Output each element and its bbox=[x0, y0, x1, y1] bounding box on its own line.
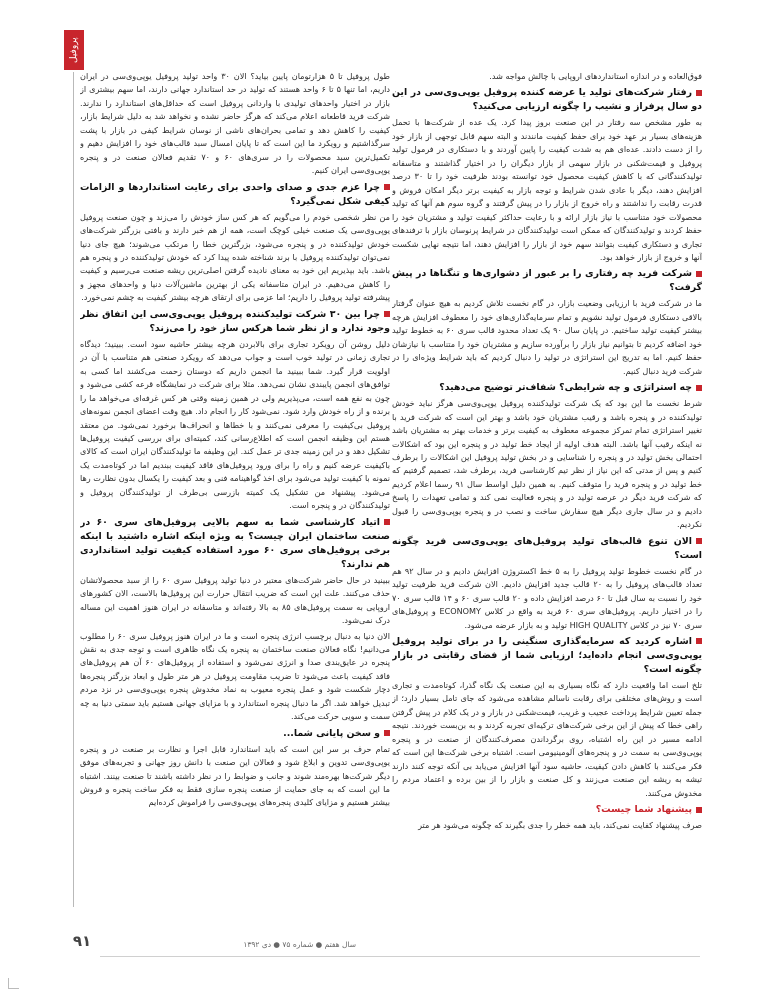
crop-mark bbox=[8, 978, 19, 989]
footer-issue-info: سال هفتم ● شماره ۷۵ ● دی ۱۳۹۲ bbox=[243, 940, 356, 949]
question-heading: اشاره کردید که سرمایه‌گذاری سنگینی را در برای تولید پروفیل یوپی‌وی‌سی انجام داده‌اید؛ ارزیابی شما از فضای رقابتی در بازار چگونه است؟ bbox=[392, 635, 702, 675]
question-heading: چرا عزم جدی و صدای واحدی برای رعایت استانداردها و الزامات کیفی شکل نمی‌گیرد؟ bbox=[80, 181, 390, 207]
answer-paragraph: تمام حرف بر سر این است که باید استاندارد قابل اجرا و نظارت بر صنعت در و پنجره یوپی‌وی‌سی تدوین و ابلاغ شود و فعالان این صنعت با دانش روز جهانی و تجربه‌های موفق دیگر شرکت‌ها بهره‌مند شوند و جانب و ضوابط را در نظر داشته باشند تا صنعت بینند. اشتباه ما این است که به جای حمایت از صنعت پنجره سازی فقط به فکر ساخت پنجره و فروش بیشتر هستیم و مزایای کلیدی پنجره‌های یوپی‌وی‌سی را فراموش کرده‌ایم bbox=[80, 743, 390, 808]
answer-paragraph: ببینید در حال حاضر شرکت‌های معتبر در دنیا تولید پروفیل سری ۶۰ را از سبد محصولاتشان حذف می‌کنند. علت این است که ضریب انتقال حرارت این پروفیل‌ها بالاست، الان کشورهای اروپایی به سمت پروفیل‌های ۸۵ به بالا رفته‌اند و متاسفانه در ایران هنوز اهمیت این مساله درک نمی‌شود. bbox=[80, 574, 390, 626]
section-tab-label: پروفیل bbox=[69, 37, 79, 63]
side-rule bbox=[73, 72, 74, 907]
left-column bbox=[80, 70, 390, 950]
question-heading: اتیاد کارشناسی شما به سهم بالایی پروفیل‌های سری ۶۰ در صنعت ساختمان ایران چیست؟ به ویژه اینکه اشاره داشتید با اینکه برخی پروفیل‌های سری ۶۰ مورد استفاده کیفیت تولید استانداردی هم ندارند؟ bbox=[80, 516, 390, 570]
right-column bbox=[392, 70, 702, 950]
answer-paragraph: شرط نخست ما این بود که یک شرکت تولیدکننده پروفیل یوپی‌وی‌سی هرگز نباید خودش تولیدکننده در و پنجره باشد و رقیب مشتریان خود باشد و بهتر این است که شرکت فرید با تغییر استراتژی تمام تمرکز مجموعه معطوف به کیفیت برتر و خدمات بهتر به مشتریان باشد نه اینکه رقیب آنها باشد. البته هدف اولیه از ایجاد خط تولید در و پنجره این بود که اشکالات احتمالی بخش تولید در و پنجره را شناسایی و در بخش تولید پروفیل این اشکالات را برطرف کنیم و پس از مدتی که این نیاز از نظر تیم کارشناسی فرید، برطرف شد، تصمیم گرفتیم که خط تولید در و پنجره فرید را متوقف کنیم. به همین دلیل اواسط سال ۹۱ رسما اعلام کردیم که شرکت فرید دیگر در عرصه تولید در و پنجره فعالیت نمی کند و تمامی تعهدات را پاسخ دادیم و در سال جاری دیگر هیچ سفارش ساخت و نصب در و پنجره یوپی‌وی‌سی را قبول نکردیم. bbox=[392, 398, 702, 530]
question-heading: الان تنوع قالب‌های تولید پروفیل‌های یوپی‌وی‌سی فرید چگونه است؟ bbox=[392, 535, 702, 561]
question-heading: و سخن پایانی شما... bbox=[80, 727, 390, 741]
answer-paragraph: تلخ است اما واقعیت دارد که نگاه بسیاری به این صنعت یک نگاه گذرا، کوتاه‌مدت و تجاری است و روش‌های مختلفی برای رقابت ناسالم مشاهده می‌شود که جای تامل بسیار دارد؛ از جمله تعیین شرایط پرداخت عجیب و غریب، قیمت‌شکنی در بازار و در یک کلام در پیش گرفتن راهی خطا که پیش از این برخی شرکت‌های ترکیه‌ای تجربه کردند و به بن‌بست خوردند. نتیجه ادامه مسیر در این راه اشتباه، روی برگرداندن مصرف‌کنندگان از صنعت در و پنجره یوپی‌وی‌سی به سمت در و پنجره‌های آلومینیومی است. اشتباه برخی شرکت‌ها این است که فکر می‌کنند با کاهش دادن کیفیت، حاشیه سود آنها افزایش می‌یابد بی آنکه توجه کنند دارند تیشه به ریشه این صنعت می‌زنند و کل صنعت و بازار را از بین برده و اعتماد مردم را مخدوش می‌کنند. bbox=[392, 679, 702, 798]
question-heading: شرکت فرید چه رفتاری را بر عبور از دشواری‌ها و تنگناها در پیش گرفت؟ bbox=[392, 268, 702, 294]
footer-rule bbox=[100, 956, 700, 957]
answer-paragraph: صرف پیشنهاد کفایت نمی‌کند، باید همه خطر را جدی بگیرند که چگونه می‌شود هر متر bbox=[418, 820, 702, 831]
answer-paragraph: دلیل روشن آن رویکرد تجاری برای بالابردن هرچه بیشتر حاشیه سود است. ببینید؛ دیدگاه تجاری زمانی در تولید خوب است و جواب می‌دهد که رویکرد صنعتی هم متناسب با آن در اولویت قرار گیرد. شما ببینید ما انجمن داریم که دوستان زحمت می‌کشند اما کسی به توافق‌های انجمن پایبندی نشان نمی‌دهد. مثلا برای شرکت در نمایشگاه قرعه کشی می‌شود و چون به نفع همه است، می‌پذیریم ولی در همین زمینه وقتی هر کس غرفه‌ای می‌خواهد ما را برنده و از راه خودش وارد شود. نمی‌شود کار را انجام داد. هیچ وقت اعضای انجمن نمونه‌های پروفیل بی‌کیفیت را معرفی نمی‌کنند و با خطاها و انحراف‌ها برخورد نمی‌شود. من معتقد هستم این وظیفه انجمن است که اطلاع‌رسانی کند، کمیته‌ای برای بررسی کیفیت پروفیل‌ها تشکیل دهد و در این زمینه جدی تر عمل کند. این وظیفه ما تولیدکنندگان ایران است که کالای باکیفیت عرضه کنیم و راه را برای ورود پروفیل‌های فاقد کیفیت ببندیم اما در کوتاه‌مدت یک نمونه با کیفیت تولید می‌شود برای اخذ گواهینامه فنی و بعد کیفیت را یکسال بدون نظارت رها می‌شود. پیشنهاد من تشکیل یک کمیته بازرسی بی‌طرف از تولیدکنندگان پروفیل و تولیدکنندگان در و پنجره است. bbox=[80, 338, 390, 511]
page-number: ۹۱ bbox=[72, 932, 92, 950]
answer-paragraph: فوق‌العاده و در اندازه استانداردهای اروپایی با چالش مواجه شد. bbox=[489, 71, 702, 81]
question-heading: چه استراتژی و چه شرایطی؟ شفاف‌تر توضیح می‌دهید؟ bbox=[392, 381, 702, 395]
answer-paragraph: ما در شرکت فرید با ارزیابی وضعیت بازار، در گام نخست تلاش کردیم به هیچ عنوان گرفتار بالاقی دستکاری فرمول تولید نشویم و تمام سرمایه‌گذاری‌های خود را معطوف افزایش هرچه بیشتر کیفیت تولید ساختیم. در پایان سال ۹۰ یک تعداد محدود قالب سری ۶۰ به خطوط تولید خود اضافه کردیم تا بتوانیم نیاز بازار را برآورده سازیم و مشتریان خود را متناسب با نیازشان حفظ کنیم. اما به تدریج این استراتژی در تولید را دنبال کردیم که باید شرایط ویژه‌ای را در شرکت فرید دنبال کنیم. bbox=[392, 298, 702, 376]
section-tab bbox=[64, 30, 84, 70]
answer-paragraph: من نظر شخصی خودم را می‌گویم که هر کس ساز خودش را می‌زند و چون صنعت پروفیل یوپی‌وی‌سی یک صنعت خیلی کوچک است، همه از هم خبر دارند و بافتی بزرگتر شرکت‌های خودش تولیدکننده در و پنجره می‌شود، بزرگترین خطا را مرتکب می‌شوند؛ هیچ جای دنیا نمی‌توان تولیدکننده پروفیل با برند شناخته شده پیدا کرد که خودش تولیدکننده در و پنجره هم باشد. باید بپذیریم این خود به معنای نادیده گرفتن اصلی‌ترین ریشه صنعت می‌رسیم و کیفیت را کاهش می‌دهیم. در ایران متاسفانه یکی از بهترین ماشین‌آلات دنیا و واحدهای مجهز و پیشرفته تولید پروفیل را داریم؛ اما عزمی برای ارتقای هرچه بیشتر کیفیت به چشم نمی‌خورد. bbox=[80, 211, 390, 303]
answer-paragraph: الان دنیا به دنبال برچسب انرژی پنجره است و ما در ایران هنوز پروفیل سری ۶۰ را مطلوب می‌دانیم! نگاه فعالان صنعت ساختمان به پنجره یک نگاه ظاهری است و توجه جدی به نقش پنجره در عایق‌بندی صدا و انرژی نمی‌شود و استفاده از پروفیل‌های ۶۰ آن هم پروفیل‌های فاقد کیفیت باعث می‌شود تا ضریب مقاومت پروفیل در هر متر طول و ابعاد بزرگتر پنجره‌ها دچار شکست شود و عمل پنجره معیوب به نماد مخدوش پنجره یوپی‌وی‌سی در نزد مردم تبدیل خواهد شد. اگر ما دنبال پنجره استاندارد و با مزایای جهانی هستیم باید سمتی دنیا به چه سمت و سویی حرکت می‌کند. bbox=[80, 630, 390, 722]
answer-paragraph: به طور مشخص سه رفتار در این صنعت بروز پیدا کرد. یک عده از شرکت‌ها با تحمل هزینه‌های بسیار بر عهد خود برای حفظ کیفیت مانندند و البته سهم قابل توجهی از بازار خود را از دست دادند. عده‌ای هم به شدت کیفیت را پایین آوردند و با دستکاری در فرمول تولید پروفیل و قیمت‌شکنی در بازار سهمی از بازار دیگران را در اختیار گذاشتند و متاسفانه تولیدکنندگانی که با کاهش کیفیت محصول خود توانسته بودند ظرفیت خود را تا ۳۰ درصد افزایش دهند، دیگر با عادی شدن شرایط و توجه بازار به کیفیت برتر دیگر امکان فروش و قدرت رقابت را نداشتند و راه خروج از بازار را در پیش گرفتند و گروه سوم هم آنها که تولید محصولات خود متناسب با نیاز بازار ارائه و با رعایت حداکثر کیفیت تولید و مشتریان خود را حفظ کردند و تولیدکنندگان که ممکن است تولیدکنندگان در شرایط پرنوسان بازار با ترفندهای تجاری و دستکاری کیفیت بتوانند سهم خود از بازار را افزایش دهند، اما نتیجه نهایی شکست آنها و خروج از بازار خواهد بود. bbox=[392, 117, 702, 262]
question-heading: رفتار شرکت‌های تولید یا عرضه کننده پروفیل یوپی‌وی‌سی در این دو سال پرفراز و نشیب را چگونه ارزیابی می‌کنید؟ bbox=[392, 87, 702, 113]
answer-paragraph: طول پروفیل تا ۵ هزارتومان پایین بیاید؟ الان ۳۰ واحد تولید پروفیل یوپی‌وی‌سی در ایران داریم، اما تنها ۵ تا ۶ واحد هستند که تولید در حد استاندارد جهانی دارند، اما سهم بیشتری از بازار در اختیار واحدهای تولیدی با واردانی پروفیل است که حداقل‌های استاندارد را ندارند. شرکت فرید قاطعانه اعلام می‌کند که هرگز حاضر نشده و نخواهد شد به دلیل شرایط بازار، کیفیت را کاهش دهد و تمامی بحران‌های ناشی از نوسان شرایط کیفی در بازار با پشت سرگذاشتیم و رویکرد ما این است که تا پایان امسال سبد قالب‌های خود را افزایش دهیم و تکمیل‌ترین سبد محصولات را در سری‌های ۶۰ و ۷۰ تقدیم فعالان صنعت در و پنجره یوپی‌وی‌سی ایران کنیم. bbox=[80, 71, 390, 176]
question-heading: چرا بین ۳۰ شرکت تولیدکننده پروفیل یوپی‌وی‌سی این اتفاق نظر وجود ندارد و از نظر شما هرکس ساز خود را می‌زند؟ bbox=[80, 308, 390, 334]
answer-paragraph: در گام نخست خطوط تولید پروفیل را به ۵ خط اکستروژن افزایش دادیم و در سال ۹۲ هم تعداد قالب‌های پروفیل را به ۲۰ قالب جدید افزایش دادیم. الان شرکت فرید ظرفیت تولید خود را نسبت به سال قبل تا ۶۰ درصد افزایش داده و ۲۰ قالب سری ۶۰ و ۱۴ قالب سری ۷۰ را در اختیار داریم. پروفیل‌های سری ۶۰ فرید به واقع در کلاس ECONOMY و پروفیل‌های سری ۷۰ نیز در کلاس HIGH QUALITY تولید و به بازار عرضه می‌شود. bbox=[392, 565, 702, 630]
question-heading: پیشنهاد شما چیست؟ bbox=[392, 803, 702, 817]
